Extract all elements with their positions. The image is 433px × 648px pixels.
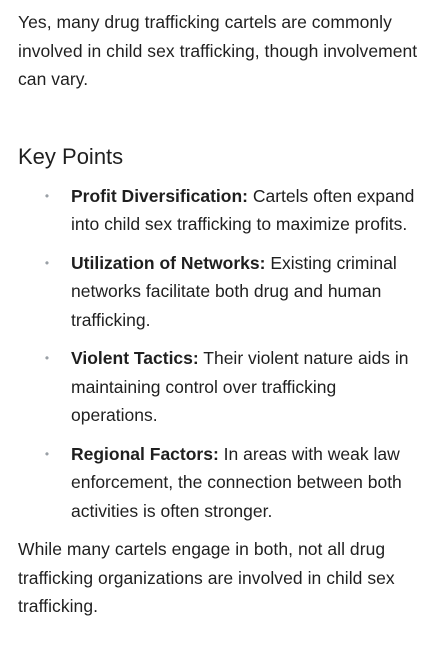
intro-paragraph: Yes, many drug trafficking cartels are commonly involved in child sex trafficking, though involvement can vary. [18, 12, 418, 89]
point-text: In areas with weak law enforcement, the connection between both activities is often stronger. [71, 443, 402, 521]
point-text: Their violent nature aids in maintaining control over trafficking operations. [71, 348, 409, 425]
list-item [18, 249, 423, 335]
point-title: Violent Tactics: [71, 348, 199, 368]
bullet-icon: • [44, 351, 50, 365]
point-text: Existing criminal networks facilitate both drug and human trafficking. [71, 252, 397, 330]
list-item [18, 182, 423, 239]
list-item [18, 440, 423, 526]
bullet-icon: • [44, 446, 50, 461]
point-title: Utilization of Networks: [71, 252, 266, 273]
point-title: Regional Factors: [71, 443, 219, 464]
point-text: Cartels often expand into child sex trafficking to maximize profits. [71, 185, 415, 234]
key-points-list [18, 182, 423, 526]
list-item [18, 344, 423, 430]
bullet-icon: • [44, 255, 50, 270]
outro-paragraph: While many cartels engage in both, not all drug trafficking organizations are involved in child sex trafficking. [18, 539, 395, 616]
key-points-heading: Key Points [18, 143, 124, 169]
point-title: Profit Diversification: [71, 185, 248, 206]
bullet-icon: • [44, 188, 50, 203]
